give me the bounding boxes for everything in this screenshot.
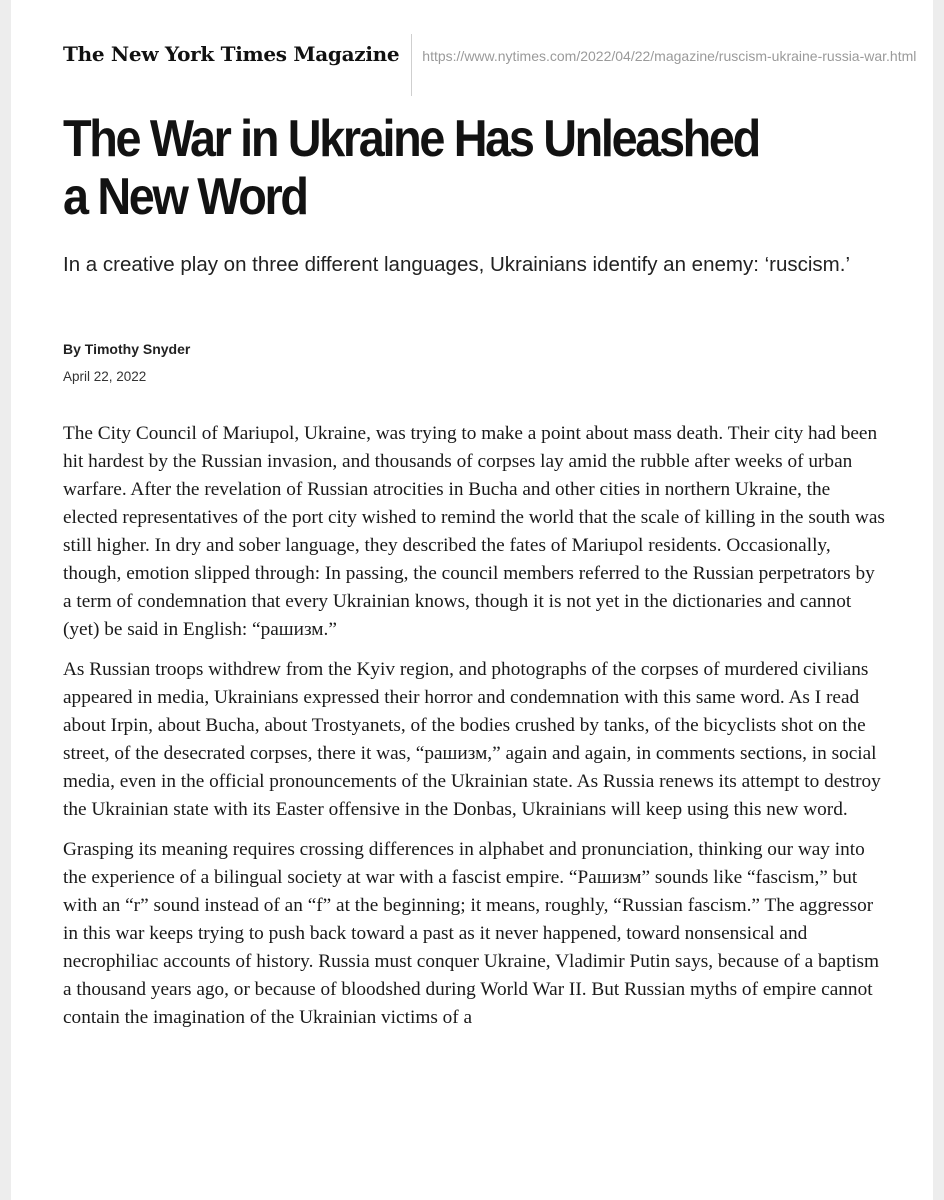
article-headline: The War in Ukraine Has Unleashed a New Word (63, 110, 759, 226)
article-page (11, 0, 933, 1200)
article-subheadline: In a creative play on three different languages, Ukrainians identify an enemy: ‘ruscism.’ (63, 253, 851, 276)
article-byline: By Timothy Snyder (63, 341, 191, 357)
article-url[interactable]: https://www.nytimes.com/2022/04/22/magazine/ruscism-ukraine-russia-war.html (422, 48, 917, 64)
article-paragraph: As Russian troops withdrew from the Kyiv region, and photographs of the corpses of murdered civilians appeared in media, Ukrainians expressed their horror and condemnation with this same word. As I read about Irpin, about Bucha, about Trostyanets, of the bodies crushed by tanks, of the bicyclists shot on the street, of the desecrated corpses, there it was, “рашизм,” again and again, in comments sections, in social media, even in the official pronouncements of the Ukrainian state. As Russia renews its attempt to destroy the Ukrainian state with its Easter offensive in the Donbas, Ukrainians will keep using this new word. (63, 659, 881, 820)
masthead-divider (411, 34, 412, 96)
nyt-magazine-logo[interactable]: The New York Times Magazine (63, 42, 400, 66)
article-body (63, 420, 887, 1044)
article-paragraph: Grasping its meaning requires crossing differences in alphabet and pronunciation, thinking our way into the experience of a bilingual society at war with a fascist empire. “Рашизм” sounds like “fascism,” but with an “r” sound instead of an “f” at the beginning; it means, roughly, “Russian fascism.” The aggressor in this war keeps trying to push back toward a past as it never happened, toward nonsensical and necrophiliac accounts of history. Russia must conquer Ukraine, Vladimir Putin says, because of a baptism a thousand years ago, or because of bloodshed during World War II. But Russian myths of empire cannot contain the imagination of the Ukrainian victims of a (63, 839, 880, 1028)
masthead (63, 34, 922, 96)
article-date: April 22, 2022 (63, 369, 147, 384)
article-paragraph: The City Council of Mariupol, Ukraine, was trying to make a point about mass death. Their city had been hit hardest by the Russian invasion, and thousands of corpses lay amid the rubble after weeks of urban warfare. After the revelation of Russian atrocities in Bucha and other cities in northern Ukraine, the elected representatives of the port city wished to remind the world that the scale of killing in the south was still higher. In dry and sober language, they described the fates of Mariupol residents. Occasionally, though, emotion slipped through: In passing, the council members referred to the Russian perpetrators by a term of condemnation that every Ukrainian knows, though it is not yet in the dictionaries and cannot (yet) be said in English: “рашизм.” (63, 423, 885, 640)
